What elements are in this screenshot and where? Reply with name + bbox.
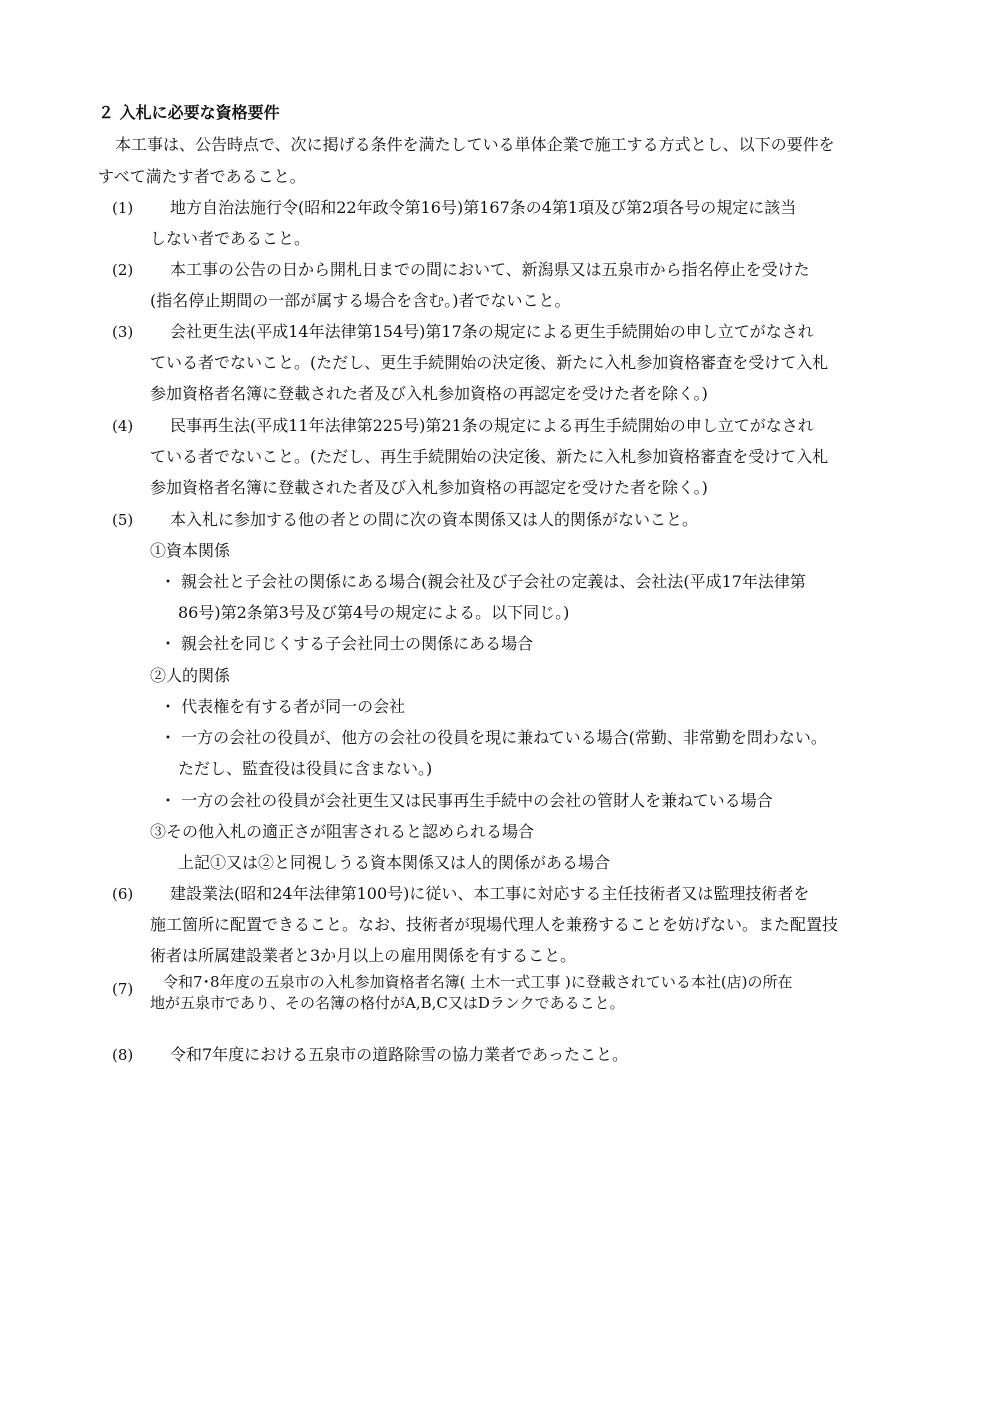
capital-relation-title: ①資本関係 (150, 541, 231, 560)
item-number-6: (6) (112, 885, 134, 903)
item-6-line-3: 術者は所属建設業者と3か月以上の雇用関係を有すること。 (150, 946, 577, 965)
capital-relation-item-1a: ・ 親会社と子会社の関係にある場合(親会社及び子会社の定義は、会社法(平成17年法律第 (160, 572, 806, 591)
item-2-line-1: 本工事の公告の日から開札日までの間において、新潟県又は五泉市から指名停止を受けた (170, 260, 810, 279)
section-heading: ２ 入札に必要な資格要件 (98, 103, 280, 122)
item-6-line-2: 施工箇所に配置できること。なお、技術者が現場代理人を兼務することを妨げない。また配置技 (150, 915, 839, 934)
item-5-line-1: 本入札に参加する他の者との間に次の資本関係又は人的関係がないこと。 (170, 510, 699, 529)
capital-relation-item-1b: 86号)第2条第3号及び第4号の規定による。以下同じ。) (178, 603, 570, 622)
personal-relation-item-2b: ただし、監査役は役員に含まない。) (178, 759, 433, 778)
item-number-5: (5) (112, 511, 134, 529)
item-7-line-1: 令和7･8年度の五泉市の入札参加資格者名簿( 土木一式工事 )に登載されている本社(店)の所在 (163, 973, 793, 991)
item-3-line-3: 参加資格者名簿に登載された者及び入札参加資格の再認定を受けた者を除く。) (150, 384, 708, 403)
item-number-2: (2) (112, 261, 134, 279)
item-number-7: (7) (112, 980, 134, 998)
item-number-8: (8) (112, 1046, 134, 1064)
item-6-line-1: 建設業法(昭和24年法律第100号)に従い、本工事に対応する主任技術者又は監理技術者を (170, 884, 810, 903)
intro-line-1: 本工事は、公告時点で、次に掲げる条件を満たしている単体企業で施工する方式とし、以下の要件を (115, 135, 835, 154)
item-4-line-1: 民事再生法(平成11年法律第225号)第21条の規定による再生手続開始の申し立てがなされ (170, 416, 814, 435)
item-number-4: (4) (112, 417, 134, 435)
item-1-line-2: しない者であること。 (150, 229, 311, 248)
personal-relation-item-1: ・ 代表権を有する者が同一の会社 (160, 697, 406, 716)
other-relation-title: ③その他入札の適正さが阻害されると認められる場合 (150, 822, 535, 841)
personal-relation-item-3: ・ 一方の会社の役員が会社更生又は民事再生手続中の会社の管財人を兼ねている場合 (160, 791, 773, 810)
item-4-line-3: 参加資格者名簿に登載された者及び入札参加資格の再認定を受けた者を除く。) (150, 478, 708, 497)
item-1-line-1: 地方自治法施行令(昭和22年政令第16号)第167条の4第1項及び第2項各号の規定に該当 (170, 198, 797, 217)
item-number-1: (1) (112, 199, 134, 217)
personal-relation-item-2a: ・ 一方の会社の役員が、他方の会社の役員を現に兼ねている場合(常勤、非常勤を問わない。 (160, 728, 827, 747)
item-2-line-2: (指名停止期間の一部が属する場合を含む。)者でないこと。 (150, 291, 571, 310)
item-8-line-1: 令和7年度における五泉市の道路除雪の協力業者であったこと。 (170, 1045, 629, 1064)
item-3-line-1: 会社更生法(平成14年法律第154号)第17条の規定による更生手続開始の申し立てがなされ (170, 322, 814, 341)
intro-line-2: すべて満たす者であること。 (98, 167, 306, 186)
item-number-3: (3) (112, 323, 134, 341)
other-relation-item-1: 上記①又は②と同視しうる資本関係又は人的関係がある場合 (178, 853, 611, 872)
item-4-line-2: ている者でないこと。(ただし、再生手続開始の決定後、新たに入札参加資格審査を受けて入札 (150, 447, 829, 466)
personal-relation-title: ②人的関係 (150, 666, 231, 685)
capital-relation-item-2: ・ 親会社を同じくする子会社同士の関係にある場合 (160, 634, 534, 653)
item-3-line-2: ている者でないこと。(ただし、更生手続開始の決定後、新たに入札参加資格審査を受けて入札 (150, 353, 829, 372)
item-7-line-2: 地が五泉市であり、その名簿の格付がA,B,C又はDランクであること。 (150, 994, 625, 1012)
